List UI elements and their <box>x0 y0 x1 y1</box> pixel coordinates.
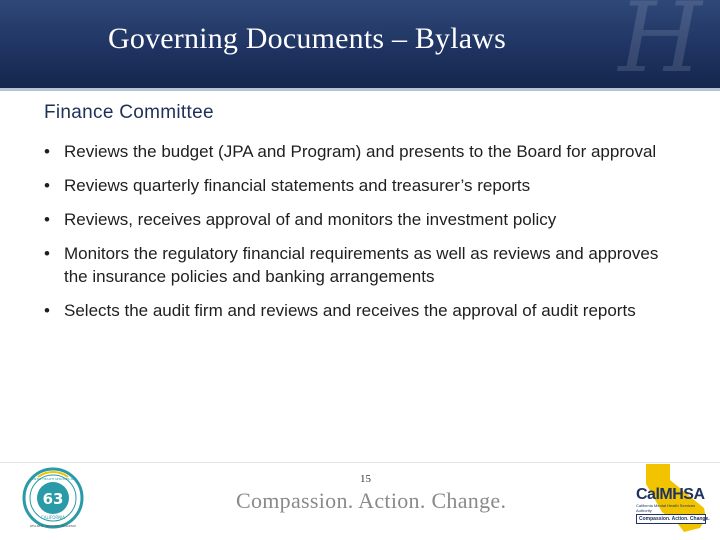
bullet-dot-icon: • <box>44 301 50 320</box>
bullet-text: Reviews, receives approval of and monitors the investment policy <box>64 210 557 229</box>
bullet-text: Reviews the budget (JPA and Program) and presents to the Board for approval <box>64 142 657 161</box>
footer-tagline: Compassion. Action. Change. <box>236 488 507 513</box>
bullet-item <box>44 208 684 231</box>
header-band <box>0 0 720 88</box>
header-watermark-letter: H <box>618 0 702 88</box>
page-number: 15 <box>360 473 371 485</box>
bullet-dot-icon: • <box>44 244 50 263</box>
mhsa-logo-ring-text: MENTAL HEALTH SERVICES ACT <box>29 477 77 481</box>
mhsa-logo-number: 63 <box>42 490 64 508</box>
calmhsa-logo-bar-text: Compassion. Action. Change. <box>639 516 710 522</box>
footer-divider <box>0 462 720 463</box>
bullet-dot-icon: • <box>44 210 50 229</box>
bullet-item <box>44 299 684 322</box>
bullet-item <box>44 140 684 163</box>
bullet-text: Selects the audit firm and reviews and receives the approval of audit reports <box>64 301 636 320</box>
slide-title: Governing Documents – Bylaws <box>108 22 507 55</box>
mhsa-logo-bottom-text: WELLNESS · RECOVERY · RESILIENCE <box>29 525 77 528</box>
bullet-list <box>44 140 684 333</box>
bullet-item <box>44 174 684 197</box>
header-stripe <box>0 88 720 91</box>
calmhsa-logo-name: CalMHSA <box>636 486 705 503</box>
calmhsa-logo-subtitle: California Mental Health Services Authority <box>636 503 696 513</box>
bullet-text: Monitors the regulatory financial requirements as well as reviews and approves the insurance policies and banking arrangements <box>64 244 659 286</box>
bullet-text: Reviews quarterly financial statements and treasurer’s reports <box>64 176 531 195</box>
mhsa-logo-state-text: CALIFORNIA <box>40 515 66 520</box>
bullet-dot-icon: • <box>44 176 50 195</box>
bullet-dot-icon: • <box>44 142 50 161</box>
section-heading: Finance Committee <box>44 102 214 123</box>
mhsa-logo-icon <box>22 467 84 529</box>
bullet-item <box>44 242 684 288</box>
